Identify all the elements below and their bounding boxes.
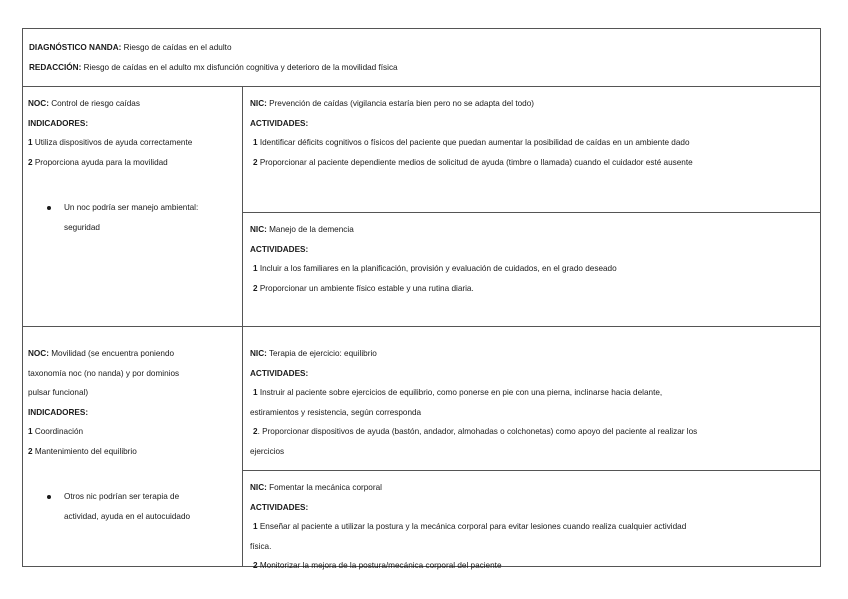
indicators-heading: INDICADORES: (28, 118, 89, 128)
activity-item: 1 Instruir al paciente sobre ejercicios de equilibrio, como ponerse en pie con una pierna, inclinarse hacia delante, (253, 388, 663, 397)
note-bullet: Otros nic podrían ser terapia de actividad, ayuda en el autocuidado (37, 487, 237, 526)
activity-item-cont: física. (250, 541, 272, 551)
bullet-dot-icon (47, 206, 51, 210)
section-fall-risk (23, 87, 820, 327)
activity-item-cont: estiramientos y resistencia, según corresponda (250, 407, 422, 417)
activities-heading: ACTIVIDADES: (250, 502, 309, 512)
noc-title-cont: taxonomía noc (no nanda) y por dominios (28, 368, 180, 378)
nic-title: NIC: Prevención de caídas (vigilancia estaría bien pero no se adapta del todo) (250, 99, 535, 108)
activities-heading: ACTIVIDADES: (250, 368, 309, 378)
activity-item: 2 Proporcionar un ambiente físico estable y una rutina diaria. (253, 283, 474, 293)
activities-heading: ACTIVIDADES: (250, 118, 309, 128)
indicator-item: 2 Mantenimiento del equilibrio (28, 446, 137, 456)
note-bullet: Un noc podría ser manejo ambiental: seguridad (37, 198, 237, 237)
activity-item: 1 Identificar déficits cognitivos o físicos del paciente que puedan aumentar la posibilidad de caídas en un ambiente dado (253, 138, 690, 147)
activity-item-cont: ejercicios (250, 446, 285, 456)
nic-title: NIC: Terapia de ejercicio: equilibrio (250, 349, 377, 358)
nic-title: NIC: Manejo de la demencia (250, 225, 354, 234)
bullet-dot-icon (47, 495, 51, 499)
diagnosis-header (23, 29, 820, 87)
noc-title: NOC: Movilidad (se encuentra poniendo (28, 349, 175, 358)
nic-block-dementia (243, 213, 820, 327)
indicator-item: 1 Utiliza dispositivos de ayuda correctamente (28, 138, 193, 147)
activity-item: 1 Incluir a los familiares en la planificación, provisión y evaluación de cuidados, en el grado deseado (253, 264, 617, 273)
nic-title: NIC: Fomentar la mecánica corporal (250, 483, 382, 492)
noc-title: NOC: Control de riesgo caídas (28, 99, 140, 108)
activity-item: 2 Monitorizar la mejora de la postura/mecánica corporal del paciente (253, 561, 502, 570)
noc-column (23, 327, 243, 566)
nic-block-balance-exercise (243, 327, 820, 471)
activity-item: 2. Proporcionar dispositivos de ayuda (bastón, andador, almohadas o colchonetas) como apoyo del paciente al realizar los (253, 427, 698, 436)
nic-column (243, 327, 820, 570)
nic-block-fall-prevention (243, 87, 820, 213)
diagnosis-line: DIAGNÓSTICO NANDA: Riesgo de caídas en el adulto (29, 43, 232, 52)
indicator-item: 1 Coordinación (28, 427, 84, 436)
indicators-heading: INDICADORES: (28, 407, 89, 417)
nic-block-body-mechanics (243, 471, 820, 570)
care-plan-table (22, 28, 821, 570)
indicator-item: 2 Proporciona ayuda para la movilidad (28, 157, 168, 167)
noc-column (23, 87, 243, 326)
activity-item: 2 Proporcionar al paciente dependiente medios de solicitud de ayuda (timbre o llamada) cuando el cuidador esté ausente (253, 157, 693, 167)
redaction-line: REDACCIÓN: Riesgo de caídas en el adulto mx disfunción cognitiva y deterioro de la movilidad física (29, 62, 398, 72)
activities-heading: ACTIVIDADES: (250, 244, 309, 254)
nic-column (243, 87, 820, 326)
section-mobility (23, 327, 820, 570)
activity-item: 1 Enseñar al paciente a utilizar la postura y la mecánica corporal para evitar lesiones cuando realiza cualquier actividad (253, 522, 687, 531)
noc-title-cont: pulsar funcional) (28, 388, 89, 397)
